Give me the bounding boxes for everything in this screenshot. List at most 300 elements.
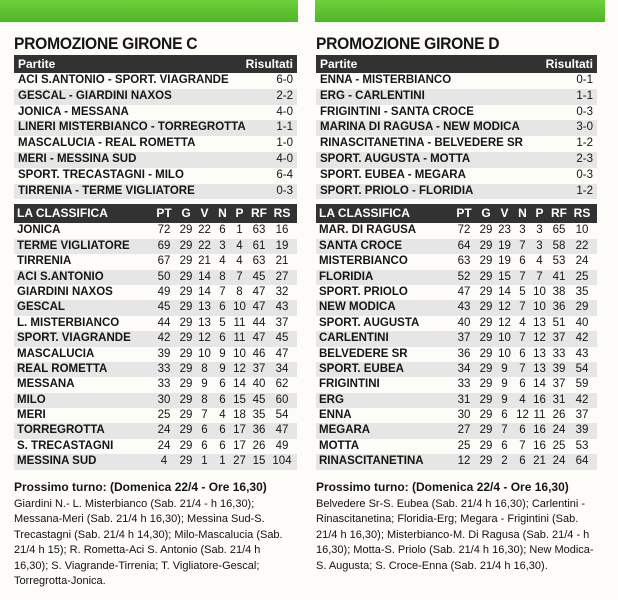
team-name: RINASCITANETINA xyxy=(319,455,424,468)
stat-n: 3 xyxy=(219,239,226,252)
match-result: 1-1 xyxy=(276,121,293,134)
stat-rf: 51 xyxy=(552,316,566,329)
stat-rs: 45 xyxy=(275,332,289,345)
standings-row xyxy=(316,331,597,346)
team-name: ACI S.ANTONIO xyxy=(17,270,104,283)
stat-pt: 72 xyxy=(157,224,171,237)
col-n: N xyxy=(518,206,527,221)
stat-n: 6 xyxy=(219,224,226,237)
stat-rf: 38 xyxy=(552,285,566,298)
standings-row xyxy=(316,270,597,285)
stat-rs: 37 xyxy=(275,316,289,329)
stat-p: 13 xyxy=(533,362,546,375)
stat-rs: 53 xyxy=(575,439,589,452)
match-teams: LINERI MISTERBIANCO - TORREGROTTA xyxy=(18,121,246,134)
stat-v: 22 xyxy=(198,224,211,237)
stat-rs: 16 xyxy=(275,224,289,237)
team-name: BELVEDERE SR xyxy=(319,347,408,360)
stat-v: 6 xyxy=(201,424,208,437)
standings-row xyxy=(316,408,597,423)
stat-rf: 24 xyxy=(552,455,566,468)
stat-rs: 43 xyxy=(575,347,589,360)
stat-rf: 26 xyxy=(552,409,566,422)
col-g: G xyxy=(181,206,191,221)
stat-pt: 50 xyxy=(157,270,171,283)
stat-g: 29 xyxy=(479,393,493,406)
stat-g: 29 xyxy=(479,332,493,345)
stat-g: 29 xyxy=(179,455,193,468)
stat-p: 12 xyxy=(533,332,546,345)
stat-v: 6 xyxy=(501,409,508,422)
stat-g: 29 xyxy=(179,378,193,391)
stat-v: 19 xyxy=(498,255,511,268)
standings-row xyxy=(316,316,597,331)
team-name: SPORT. EUBEA xyxy=(319,362,404,375)
stat-g: 29 xyxy=(179,285,193,298)
col-g: G xyxy=(481,206,491,221)
stat-v: 12 xyxy=(198,332,211,345)
stat-v: 6 xyxy=(501,439,508,452)
stat-n: 6 xyxy=(219,332,226,345)
stat-n: 6 xyxy=(219,301,226,314)
stat-g: 29 xyxy=(179,332,193,345)
stat-g: 29 xyxy=(179,255,193,268)
stat-v: 10 xyxy=(198,347,211,360)
stat-v: 8 xyxy=(201,362,208,375)
match-result: 2-2 xyxy=(276,89,293,102)
stat-p: 1 xyxy=(236,224,243,237)
stat-rf: 47 xyxy=(252,285,266,298)
team-name: SPORT. PRIOLO xyxy=(319,285,408,298)
stat-rf: 47 xyxy=(252,332,266,345)
stat-rs: 59 xyxy=(575,378,589,391)
stat-rs: 24 xyxy=(575,255,589,268)
match-teams: SPORT. TRECASTAGNI - MILO xyxy=(18,168,184,181)
col-v: V xyxy=(200,206,209,221)
col-pt: PT xyxy=(156,206,172,221)
stat-rs: 35 xyxy=(575,285,589,298)
stat-g: 29 xyxy=(479,424,493,437)
match-teams: FRIGINTINI - SANTA CROCE xyxy=(320,105,474,118)
stat-g: 29 xyxy=(479,347,493,360)
stat-g: 29 xyxy=(179,270,193,283)
stat-rf: 58 xyxy=(552,239,566,252)
stat-pt: 63 xyxy=(457,255,471,268)
stat-pt: 31 xyxy=(457,393,471,406)
team-name: TIRRENIA xyxy=(17,255,72,268)
standings-title: LA CLASSIFICA xyxy=(319,206,410,221)
standings-header xyxy=(316,204,597,223)
stat-rf: 37 xyxy=(252,362,266,375)
stat-pt: 64 xyxy=(457,239,471,252)
stat-rf: 44 xyxy=(252,316,266,329)
stat-n: 6 xyxy=(219,439,226,452)
stat-n: 7 xyxy=(519,362,526,375)
match-row xyxy=(14,120,297,136)
stat-rs: 47 xyxy=(275,424,289,437)
team-name: SPORT. VIAGRANDE xyxy=(17,332,131,345)
stat-v: 22 xyxy=(198,239,211,252)
stat-n: 5 xyxy=(519,285,526,298)
stat-n: 8 xyxy=(219,270,226,283)
standings-row xyxy=(14,300,297,315)
stat-g: 29 xyxy=(179,439,193,452)
standings-table xyxy=(14,223,297,469)
girone-c-panel xyxy=(14,33,297,590)
stat-v: 19 xyxy=(498,239,511,252)
match-result: 6-4 xyxy=(276,168,293,181)
stat-pt: 4 xyxy=(160,455,168,468)
stat-g: 29 xyxy=(479,362,493,375)
match-teams: JONICA - MESSANA xyxy=(18,105,129,118)
next-round-fixtures: Giardini N.- L. Misterbianco (Sab. 21/4 - h 16,30); Messana-Meri (Sab. 21/4 h 16,30); Messina Sud-S. Trecastagni (Sab. 21/4 h 14,30); Milo-Mascalucia (Sab. 21/4 h 15); R. Rometta-Aci S. Antonio (Sab. 21/4 h 16,30); S. Viagrande-Tirrenia; T. Vigliatore-Gescal; Torregrotta-Jonica. xyxy=(14,497,283,588)
stat-rs: 47 xyxy=(275,347,289,360)
team-name: MESSANA xyxy=(17,378,75,391)
stat-rs: 29 xyxy=(575,301,589,314)
stat-rs: 43 xyxy=(275,301,289,314)
team-name: L. MISTERBIANCO xyxy=(17,316,120,329)
stat-rs: 42 xyxy=(575,393,589,406)
stat-p: 18 xyxy=(233,409,246,422)
standings-row xyxy=(316,362,597,377)
stat-rf: 45 xyxy=(252,393,266,406)
stat-rf: 36 xyxy=(252,424,266,437)
col-v: V xyxy=(500,206,509,221)
stat-v: 23 xyxy=(498,224,511,237)
stat-p: 8 xyxy=(236,285,243,298)
stat-p: 27 xyxy=(233,455,246,468)
stat-p: 7 xyxy=(536,270,543,283)
stat-v: 12 xyxy=(498,316,511,329)
standings-row xyxy=(14,331,297,346)
team-name: GESCAL xyxy=(17,301,65,314)
stat-rf: 37 xyxy=(552,332,566,345)
stat-p: 17 xyxy=(233,439,246,452)
stat-n: 12 xyxy=(516,409,529,422)
stat-v: 10 xyxy=(498,332,511,345)
stat-p: 21 xyxy=(533,455,546,468)
stat-v: 12 xyxy=(498,301,511,314)
stat-rs: 22 xyxy=(575,239,589,252)
stat-rf: 63 xyxy=(252,255,266,268)
stat-n: 4 xyxy=(219,409,226,422)
matches-list xyxy=(316,73,597,199)
stat-p: 4 xyxy=(536,255,543,268)
stat-v: 8 xyxy=(201,393,208,406)
stat-pt: 52 xyxy=(457,270,471,283)
match-result: 0-3 xyxy=(576,105,593,118)
stat-pt: 40 xyxy=(457,316,471,329)
stat-rf: 33 xyxy=(552,347,566,360)
stat-rf: 65 xyxy=(552,224,566,237)
stat-rf: 61 xyxy=(252,239,266,252)
team-name: MOTTA xyxy=(319,439,360,452)
stat-v: 1 xyxy=(201,455,208,468)
stat-n: 4 xyxy=(519,393,526,406)
col-p: P xyxy=(235,206,244,221)
team-name: ERG xyxy=(319,393,344,406)
stat-g: 29 xyxy=(479,316,493,329)
stat-pt: 39 xyxy=(157,347,171,360)
match-result: 0-3 xyxy=(276,184,293,197)
standings-row xyxy=(316,377,597,392)
standings-row xyxy=(316,239,597,254)
match-row xyxy=(316,152,597,168)
stat-n: 7 xyxy=(519,239,526,252)
stat-g: 29 xyxy=(479,439,493,452)
team-name: MASCALUCIA xyxy=(17,347,95,360)
match-row xyxy=(316,105,597,121)
team-name: REAL ROMETTA xyxy=(17,362,108,375)
stat-p: 10 xyxy=(233,301,246,314)
stat-pt: 67 xyxy=(157,255,171,268)
match-teams: GESCAL - GIARDINI NAXOS xyxy=(18,89,172,102)
match-teams: SPORT. PRIOLO - FLORIDIA xyxy=(320,184,474,197)
match-result: 0-1 xyxy=(576,74,593,86)
stat-rs: 37 xyxy=(575,409,589,422)
stat-g: 29 xyxy=(479,255,493,268)
stat-pt: 42 xyxy=(157,332,171,345)
stat-p: 10 xyxy=(533,285,546,298)
team-name: TORREGROTTA xyxy=(17,424,105,437)
stat-pt: 25 xyxy=(457,439,471,452)
header-color-bar-left xyxy=(0,0,298,22)
standings-row xyxy=(14,347,297,362)
matches-header xyxy=(14,55,297,73)
standings-row xyxy=(316,347,597,362)
stat-g: 29 xyxy=(179,362,193,375)
team-name: MISTERBIANCO xyxy=(319,255,408,268)
match-row xyxy=(14,105,297,121)
match-teams: RINASCITANETINA - BELVEDERE SR xyxy=(320,137,523,150)
match-teams: TIRRENIA - TERME VIGLIATORE xyxy=(18,184,195,197)
stat-n: 7 xyxy=(219,285,226,298)
standings-row xyxy=(316,285,597,300)
stat-pt: 43 xyxy=(457,301,471,314)
stat-n: 6 xyxy=(519,255,526,268)
standings-row xyxy=(14,439,297,454)
stat-pt: 24 xyxy=(157,439,171,452)
match-row xyxy=(14,73,297,89)
stat-g: 29 xyxy=(179,316,193,329)
col-n: N xyxy=(218,206,227,221)
stat-pt: 69 xyxy=(157,239,171,252)
team-name: MAR. DI RAGUSA xyxy=(319,224,417,237)
matches-header-label: Partite xyxy=(320,57,358,71)
col-rf: RF xyxy=(251,206,267,221)
team-name: FRIGINTINI xyxy=(319,378,380,391)
stat-rs: 27 xyxy=(275,270,289,283)
stat-n: 5 xyxy=(219,316,226,329)
stat-pt: 45 xyxy=(157,301,171,314)
team-name: S. TRECASTAGNI xyxy=(17,439,114,452)
stat-p: 10 xyxy=(233,347,246,360)
stat-g: 29 xyxy=(479,409,493,422)
stat-n: 7 xyxy=(519,439,526,452)
match-teams: ENNA - MISTERBIANCO xyxy=(320,74,452,86)
stat-rf: 53 xyxy=(552,255,566,268)
stat-rf: 40 xyxy=(252,378,266,391)
standings-row xyxy=(14,223,297,238)
match-row xyxy=(316,168,597,184)
match-row xyxy=(316,184,597,200)
stat-pt: 27 xyxy=(457,424,471,437)
match-row xyxy=(14,184,297,200)
match-result: 4-0 xyxy=(276,152,293,165)
match-result: 1-0 xyxy=(276,137,293,150)
stat-p: 4 xyxy=(236,239,243,252)
stat-p: 16 xyxy=(533,424,546,437)
stat-n: 7 xyxy=(519,270,526,283)
standings-row xyxy=(14,254,297,269)
stat-rs: 21 xyxy=(275,255,289,268)
standings-row xyxy=(316,254,597,269)
stat-p: 13 xyxy=(533,316,546,329)
stat-rs: 19 xyxy=(275,239,289,252)
match-teams: SPORT. AUGUSTA - MOTTA xyxy=(320,152,471,165)
stat-n: 4 xyxy=(519,316,526,329)
match-row xyxy=(14,89,297,105)
matches-list xyxy=(14,73,297,199)
standings-table xyxy=(316,223,597,469)
stat-rs: 40 xyxy=(575,316,589,329)
match-row xyxy=(316,120,597,136)
standings-row xyxy=(14,423,297,438)
stat-v: 14 xyxy=(198,270,211,283)
stat-g: 29 xyxy=(179,301,193,314)
stat-p: 14 xyxy=(233,378,246,391)
standings-row xyxy=(316,423,597,438)
stat-g: 29 xyxy=(179,409,193,422)
team-name: GIARDINI NAXOS xyxy=(17,285,113,298)
stat-rf: 41 xyxy=(552,270,566,283)
stat-v: 9 xyxy=(501,393,508,406)
stat-v: 13 xyxy=(198,316,211,329)
team-name: MERI xyxy=(17,409,46,422)
stat-v: 2 xyxy=(501,455,508,468)
stat-v: 9 xyxy=(501,378,508,391)
matches-header-label: Partite xyxy=(18,57,56,71)
standings-row xyxy=(316,393,597,408)
match-result: 6-0 xyxy=(276,74,293,86)
stat-p: 3 xyxy=(536,239,543,252)
stat-g: 29 xyxy=(179,239,193,252)
standings-row xyxy=(316,223,597,238)
stat-v: 21 xyxy=(198,255,211,268)
match-result: 1-1 xyxy=(576,89,593,102)
stat-v: 14 xyxy=(498,285,511,298)
girone-d-panel xyxy=(316,33,597,574)
stat-p: 14 xyxy=(533,378,546,391)
stat-g: 29 xyxy=(179,224,193,237)
stat-v: 9 xyxy=(201,378,208,391)
stat-g: 29 xyxy=(479,224,493,237)
standings-row xyxy=(316,300,597,315)
stat-p: 11 xyxy=(533,409,546,422)
stat-rf: 35 xyxy=(252,409,266,422)
stat-g: 29 xyxy=(179,424,193,437)
stat-p: 16 xyxy=(533,439,546,452)
match-teams: MASCALUCIA - REAL ROMETTA xyxy=(18,137,196,150)
next-round-title: Prossimo turno: (Domenica 22/4 - Ore 16,30) xyxy=(14,479,267,494)
stat-pt: 44 xyxy=(157,316,171,329)
stat-rs: 64 xyxy=(575,455,589,468)
standings-row xyxy=(14,239,297,254)
standings-row xyxy=(316,454,597,469)
stat-p: 11 xyxy=(233,332,246,345)
stat-p: 10 xyxy=(533,301,546,314)
next-round-fixtures: Belvedere Sr-S. Eubea (Sab. 21/4 h 16,30); Carlentini - Rinascitanetina; Floridia-Erg; Megara - Frigintini (Sab. 21/4 h 16,30); Misterbianco-M. Di Ragusa (Sab. 21/4 - h 16,30); Motta-S. Priolo (Sab. 21/4 h 16,30); New Modica-S. Augusta; S. Croce-Enna (Sab. 21/4 h 16,30). xyxy=(316,497,594,572)
stat-rf: 26 xyxy=(252,439,266,452)
stat-n: 9 xyxy=(219,362,226,375)
stat-rf: 24 xyxy=(552,424,566,437)
stat-g: 29 xyxy=(479,270,493,283)
stat-pt: 30 xyxy=(457,409,471,422)
stat-g: 29 xyxy=(179,347,193,360)
standings-row xyxy=(14,270,297,285)
stat-n: 7 xyxy=(519,332,526,345)
stat-v: 15 xyxy=(498,270,511,283)
match-result: 1-2 xyxy=(576,184,593,197)
team-name: MILO xyxy=(17,393,46,406)
col-p: P xyxy=(535,206,544,221)
stat-p: 12 xyxy=(233,362,246,375)
stat-rs: 54 xyxy=(275,409,289,422)
stat-rs: 104 xyxy=(272,455,292,468)
team-name: FLORIDIA xyxy=(319,270,374,283)
stat-pt: 34 xyxy=(457,362,471,375)
team-name: MEGARA xyxy=(319,424,371,437)
next-round-title: Prossimo turno: (Domenica 22/4 - Ore 16,30) xyxy=(316,479,569,494)
stat-n: 6 xyxy=(519,455,526,468)
stat-pt: 12 xyxy=(457,455,471,468)
match-result: 1-2 xyxy=(576,137,593,150)
match-result: 0-3 xyxy=(576,168,593,181)
stat-p: 7 xyxy=(236,270,243,283)
match-teams: ACI S.ANTONIO - SPORT. VIAGRANDE xyxy=(18,74,229,86)
stat-g: 29 xyxy=(479,285,493,298)
standings-title: LA CLASSIFICA xyxy=(17,206,108,221)
stat-n: 4 xyxy=(219,255,226,268)
stat-pt: 37 xyxy=(457,332,471,345)
stat-pt: 47 xyxy=(457,285,471,298)
stat-g: 29 xyxy=(479,301,493,314)
stat-n: 6 xyxy=(219,393,226,406)
stat-rf: 47 xyxy=(252,301,266,314)
match-result: 2-3 xyxy=(576,152,593,165)
stat-v: 7 xyxy=(201,409,208,422)
stat-n: 6 xyxy=(219,424,226,437)
stat-rs: 49 xyxy=(275,439,289,452)
stat-n: 1 xyxy=(219,455,226,468)
stat-n: 3 xyxy=(519,224,526,237)
stat-g: 29 xyxy=(479,239,493,252)
col-pt: PT xyxy=(456,206,472,221)
stat-pt: 30 xyxy=(157,393,171,406)
results-header-label: Risultati xyxy=(245,57,293,71)
stat-rs: 54 xyxy=(575,362,589,375)
col-rs: RS xyxy=(273,206,291,221)
team-name: NEW MODICA xyxy=(319,301,396,314)
col-rf: RF xyxy=(551,206,567,221)
stat-rf: 15 xyxy=(252,455,266,468)
match-teams: ERG - CARLENTINI xyxy=(320,89,425,102)
team-name: SPORT. AUGUSTA xyxy=(319,316,420,329)
stat-pt: 33 xyxy=(457,378,471,391)
match-row xyxy=(316,73,597,89)
stat-rs: 25 xyxy=(575,270,589,283)
stat-n: 6 xyxy=(219,378,226,391)
